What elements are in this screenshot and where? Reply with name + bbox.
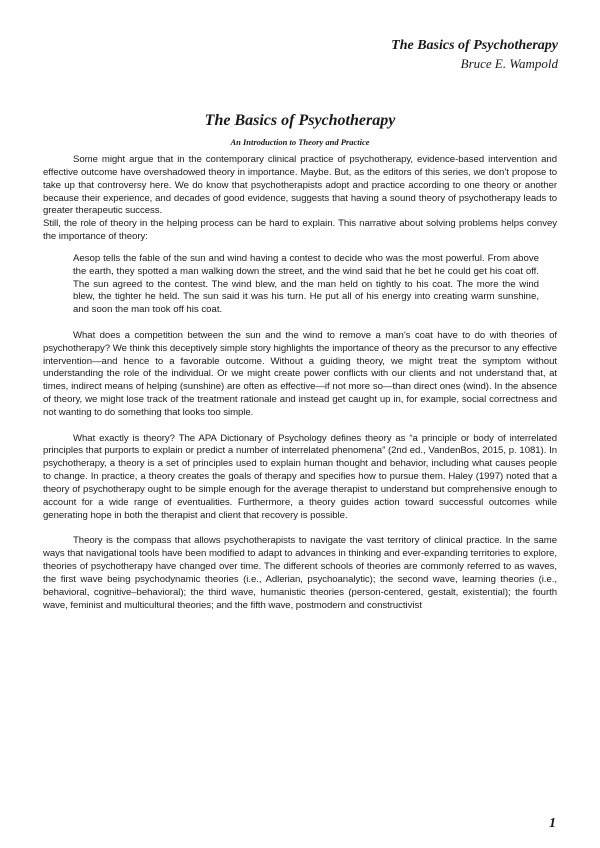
paragraph-what-is-theory: What exactly is theory? The APA Dictionary of Psychology defines theory as “a principle or body of interrelated principles that purports to explain or predict a number of interrelated phenomena” (2nd ed., VandenBos, 2015, p. 1081). In psychotherapy, a theory is a set of principles used to explain human thought and behavior, including what causes people to change. In practice, a theory creates the goals of therapy and specifies how to pursue them. Haley (1997) noted that a theory of psychotherapy ought to be simple enough for the average therapist to understand but comprehensive enough to account for a wide range of eventualities. Furthermore, a theory guides action toward successful outcomes while generating hope in both the therapist and client that recovery is possible. bbox=[43, 432, 557, 521]
paragraph-competition: What does a competition between the sun and the wind to remove a man’s coat have to do with theories of psychotherapy? We think this deceptively simple story highlights the importance of theory as the precursor to any effective intervention—and hence to a favorable outcome. Without a guiding theory, we might treat the symptom without understanding the role of the individual. Or we might create power conflicts with our clients and not understand that, at times, indirect means of helping (sunshine) are often as effective—if not more so—than direct ones (wind). In the absence of theory, we might lose track of the treatment rationale and instead get caught up in, for example, social correctness and not wanting to do something that looks too simple. bbox=[43, 329, 557, 418]
block-quote-fable: Aesop tells the fable of the sun and wind having a contest to decide who was the most powerful. From above the earth, they spotted a man walking down the street, and the wind said that he bet he could get his coat off. The sun agreed to the contest. The wind blew, and the man held on tightly to his coat. The more the wind blew, the tighter he held. The sun said it was his turn. He put all of his energy into creating warm sunshine, and soon the man took off his coat. bbox=[73, 252, 539, 316]
running-header bbox=[391, 37, 558, 72]
document-body bbox=[43, 111, 557, 612]
document-title: The Basics of Psychotherapy bbox=[204, 112, 396, 129]
document-subtitle: An Introduction to Theory and Practice bbox=[230, 137, 370, 147]
running-header-title: The Basics of Psychotherapy bbox=[391, 38, 558, 53]
paragraph-role-of-theory: Still, the role of theory in the helping process can be hard to explain. This narrative about solving problems helps convey the importance of theory: bbox=[43, 218, 557, 243]
paragraph-compass: Theory is the compass that allows psychotherapists to navigate the vast territory of clinical practice. In the same ways that navigational tools have been modified to adapt to advances in thinking and ever-expanding territories to explore, theories of psychotherapy have changed over time. The different schools of theories are commonly referred to as waves, the first wave being psychodynamic theories (i.e., Adlerian, psychoanalytic); the second wave, learning theories (i.e., behavioral, cognitive–behavioral); the third wave, humanistic theories (person-centered, gestalt, existential); the fourth wave, feminist and multicultural theories; and the fifth wave, postmodern and constructivist bbox=[43, 535, 557, 611]
running-header-author: Bruce E. Wampold bbox=[460, 56, 558, 71]
paragraph-intro: Some might argue that in the contemporary clinical practice of psychotherapy, evidence-based intervention and effective outcome have overshadowed theory in importance. Maybe. But, as the editors of this series, we don’t propose to take up that controversy here. We do know that psychotherapists adopt and practice according to one theory or another because their experience, and decades of good evidence, suggests that having a sound theory of psychotherapy leads to greater therapeutic success. bbox=[43, 154, 557, 217]
page-number: 1 bbox=[549, 816, 556, 831]
